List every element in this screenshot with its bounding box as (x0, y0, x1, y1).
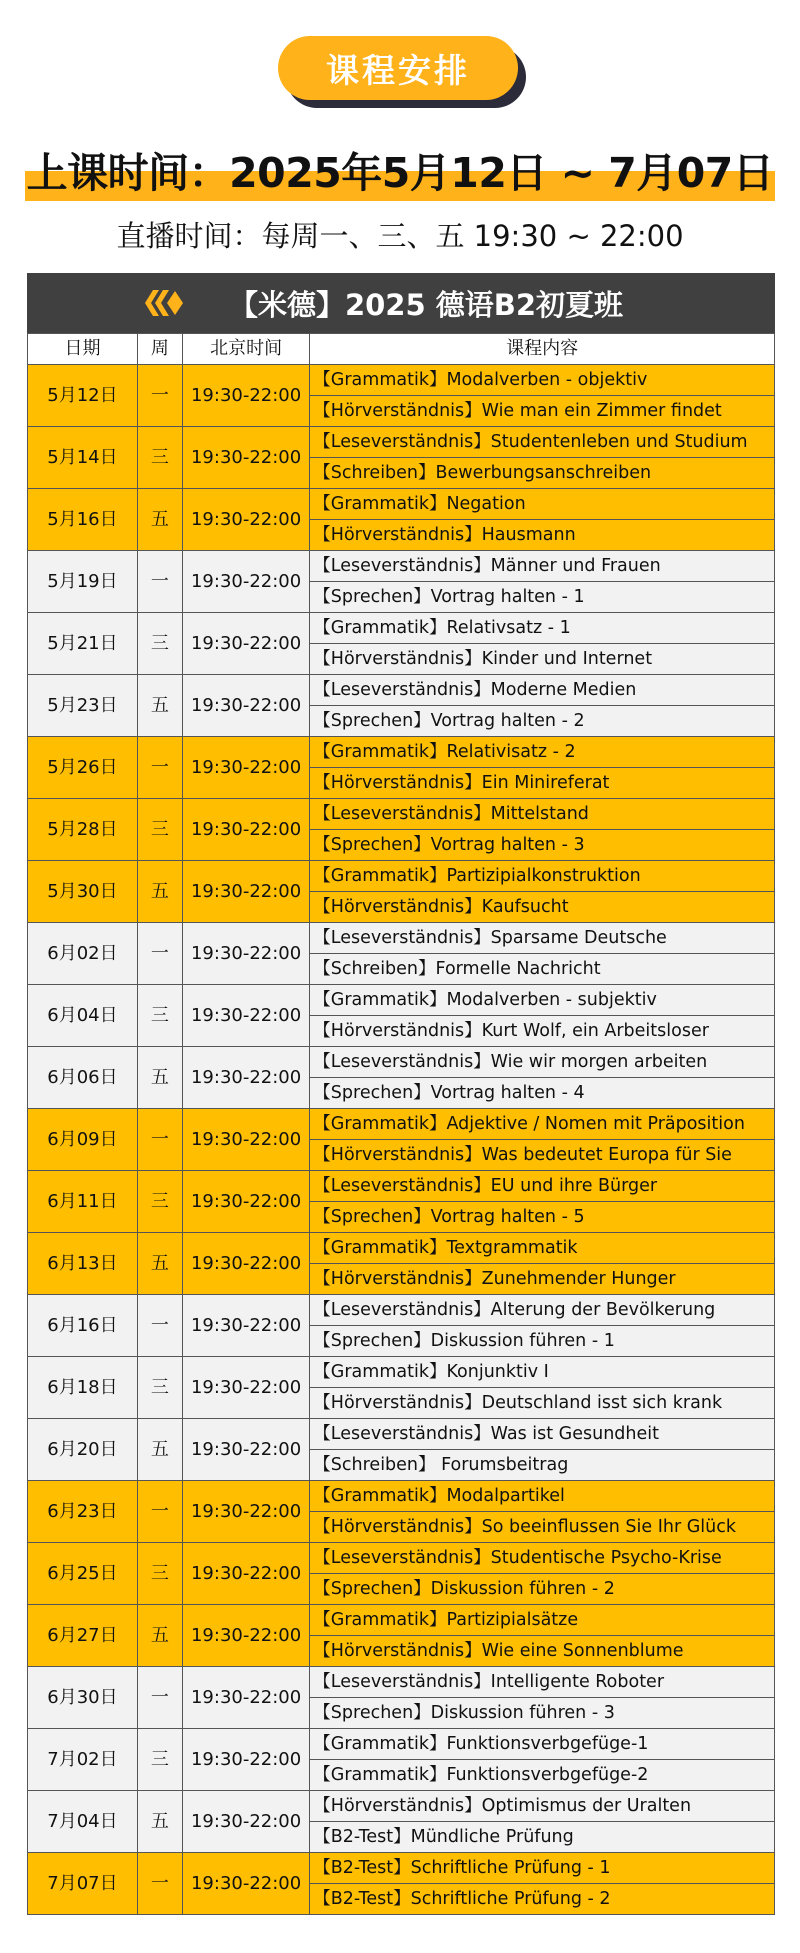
weekday-cell: 五 (137, 1419, 182, 1481)
lesson-cell: 【Hörverständnis】So beeinflussen Sie Ihr Glück (310, 1512, 775, 1543)
table-title-bar (27, 273, 775, 333)
column-header-date: 日期 (28, 334, 138, 365)
lesson-cell: 【Hörverständnis】Hausmann (310, 520, 775, 551)
date-cell: 5月12日 (28, 365, 138, 427)
table-row (28, 799, 775, 830)
lesson-cell: 【Hörverständnis】Kaufsucht (310, 892, 775, 923)
lesson-cell: 【Grammatik】Negation (310, 489, 775, 520)
table-row (28, 1357, 775, 1388)
time-cell: 19:30-22:00 (182, 1667, 309, 1729)
lesson-cell: 【Schreiben】 Forumsbeitrag (310, 1450, 775, 1481)
weekday-cell: 一 (137, 1667, 182, 1729)
lesson-cell: 【B2-Test】Mündliche Prüfung (310, 1822, 775, 1853)
weekday-cell: 五 (137, 1047, 182, 1109)
time-cell: 19:30-22:00 (182, 427, 309, 489)
table-title: 【米德】2025 德语B2初夏班 (228, 287, 624, 322)
lesson-cell: 【Hörverständnis】Zunehmender Hunger (310, 1264, 775, 1295)
lesson-cell: 【Hörverständnis】Kurt Wolf, ein Arbeitsloser (310, 1016, 775, 1047)
lesson-cell: 【Sprechen】Vortrag halten - 4 (310, 1078, 775, 1109)
lesson-cell: 【Sprechen】Diskussion führen - 2 (310, 1574, 775, 1605)
date-cell: 6月23日 (28, 1481, 138, 1543)
date-cell: 5月16日 (28, 489, 138, 551)
time-cell: 19:30-22:00 (182, 489, 309, 551)
weekday-cell: 一 (137, 923, 182, 985)
lesson-cell: 【Grammatik】Partizipialsätze (310, 1605, 775, 1636)
weekday-cell: 五 (137, 675, 182, 737)
time-cell: 19:30-22:00 (182, 1791, 309, 1853)
lesson-cell: 【Hörverständnis】Was bedeutet Europa für Sie (310, 1140, 775, 1171)
time-cell: 19:30-22:00 (182, 985, 309, 1047)
lesson-cell: 【B2-Test】Schriftliche Prüfung - 2 (310, 1884, 775, 1915)
lesson-cell: 【Leseverständnis】Intelligente Roboter (310, 1667, 775, 1698)
lesson-cell: 【Sprechen】Diskussion führen - 1 (310, 1326, 775, 1357)
table-row (28, 365, 775, 396)
time-cell: 19:30-22:00 (182, 923, 309, 985)
time-cell: 19:30-22:00 (182, 1853, 309, 1915)
weekday-cell: 三 (137, 1357, 182, 1419)
date-cell: 6月30日 (28, 1667, 138, 1729)
date-cell: 6月27日 (28, 1605, 138, 1667)
weekday-cell: 五 (137, 1605, 182, 1667)
weekday-cell: 五 (137, 1791, 182, 1853)
lesson-cell: 【Sprechen】Vortrag halten - 5 (310, 1202, 775, 1233)
table-row (28, 1419, 775, 1450)
table-row (28, 1729, 775, 1760)
table-row (28, 1605, 775, 1636)
weekday-cell: 三 (137, 1729, 182, 1791)
table-row (28, 1109, 775, 1140)
lesson-cell: 【Grammatik】Relativsatz - 1 (310, 613, 775, 644)
time-cell: 19:30-22:00 (182, 861, 309, 923)
lesson-cell: 【Sprechen】Vortrag halten - 2 (310, 706, 775, 737)
date-cell: 7月07日 (28, 1853, 138, 1915)
column-header-weekday: 周 (137, 334, 182, 365)
date-cell: 6月11日 (28, 1171, 138, 1233)
weekday-cell: 一 (137, 737, 182, 799)
weekday-cell: 五 (137, 861, 182, 923)
lesson-cell: 【Grammatik】Relativisatz - 2 (310, 737, 775, 768)
lesson-cell: 【Sprechen】Vortrag halten - 3 (310, 830, 775, 861)
time-cell: 19:30-22:00 (182, 1543, 309, 1605)
date-cell: 6月25日 (28, 1543, 138, 1605)
weekday-cell: 一 (137, 1295, 182, 1357)
time-cell: 19:30-22:00 (182, 1729, 309, 1791)
table-row (28, 1853, 775, 1884)
schedule-table-container (27, 273, 775, 1915)
weekday-cell: 五 (137, 1233, 182, 1295)
lesson-cell: 【Leseverständnis】Männer und Frauen (310, 551, 775, 582)
time-cell: 19:30-22:00 (182, 1605, 309, 1667)
time-cell: 19:30-22:00 (182, 1109, 309, 1171)
table-row (28, 1481, 775, 1512)
lesson-cell: 【Leseverständnis】Alterung der Bevölkerung (310, 1295, 775, 1326)
lesson-cell: 【Leseverständnis】Wie wir morgen arbeiten (310, 1047, 775, 1078)
lesson-cell: 【Schreiben】Formelle Nachricht (310, 954, 775, 985)
date-cell: 5月23日 (28, 675, 138, 737)
brand-logo-icon (139, 288, 183, 318)
section-header-pill (278, 36, 528, 108)
lesson-cell: 【Sprechen】Diskussion führen - 3 (310, 1698, 775, 1729)
live-time-subheading: 直播时间：每周一、三、五 19:30 ~ 22:00 (116, 219, 684, 253)
table-row (28, 675, 775, 706)
lesson-cell: 【Leseverständnis】Was ist Gesundheit (310, 1419, 775, 1450)
lesson-cell: 【Hörverständnis】Wie man ein Zimmer findet (310, 396, 775, 427)
lesson-cell: 【Hörverständnis】Deutschland isst sich krank (310, 1388, 775, 1419)
lesson-cell: 【B2-Test】Schriftliche Prüfung - 1 (310, 1853, 775, 1884)
table-row (28, 1047, 775, 1078)
date-cell: 6月18日 (28, 1357, 138, 1419)
date-cell: 6月16日 (28, 1295, 138, 1357)
date-cell: 5月21日 (28, 613, 138, 675)
weekday-cell: 三 (137, 613, 182, 675)
lesson-cell: 【Grammatik】Textgrammatik (310, 1233, 775, 1264)
time-cell: 19:30-22:00 (182, 1295, 309, 1357)
table-row (28, 551, 775, 582)
date-cell: 6月13日 (28, 1233, 138, 1295)
table-header-row (28, 334, 775, 365)
lesson-cell: 【Grammatik】Funktionsverbgefüge-1 (310, 1729, 775, 1760)
date-cell: 5月19日 (28, 551, 138, 613)
date-cell: 7月04日 (28, 1791, 138, 1853)
date-cell: 5月30日 (28, 861, 138, 923)
time-cell: 19:30-22:00 (182, 1481, 309, 1543)
weekday-cell: 一 (137, 365, 182, 427)
time-cell: 19:30-22:00 (182, 551, 309, 613)
time-cell: 19:30-22:00 (182, 1419, 309, 1481)
weekday-cell: 三 (137, 985, 182, 1047)
table-row (28, 613, 775, 644)
lesson-cell: 【Grammatik】Modalverben - objektiv (310, 365, 775, 396)
schedule-table (27, 333, 775, 1915)
table-row (28, 861, 775, 892)
lesson-cell: 【Grammatik】Modalpartikel (310, 1481, 775, 1512)
table-row (28, 1543, 775, 1574)
weekday-cell: 一 (137, 1109, 182, 1171)
date-cell: 5月14日 (28, 427, 138, 489)
lesson-cell: 【Grammatik】Partizipialkonstruktion (310, 861, 775, 892)
table-row (28, 1791, 775, 1822)
time-cell: 19:30-22:00 (182, 799, 309, 861)
table-row (28, 1667, 775, 1698)
lesson-cell: 【Grammatik】Funktionsverbgefüge-2 (310, 1760, 775, 1791)
table-body (28, 365, 775, 1915)
date-cell: 6月20日 (28, 1419, 138, 1481)
column-header-content: 课程内容 (310, 334, 775, 365)
time-cell: 19:30-22:00 (182, 365, 309, 427)
weekday-cell: 一 (137, 551, 182, 613)
time-cell: 19:30-22:00 (182, 675, 309, 737)
table-row (28, 985, 775, 1016)
weekday-cell: 一 (137, 1853, 182, 1915)
time-cell: 19:30-22:00 (182, 1171, 309, 1233)
lesson-cell: 【Leseverständnis】EU und ihre Bürger (310, 1171, 775, 1202)
lesson-cell: 【Grammatik】Modalverben - subjektiv (310, 985, 775, 1016)
date-cell: 5月26日 (28, 737, 138, 799)
lesson-cell: 【Leseverständnis】Moderne Medien (310, 675, 775, 706)
time-cell: 19:30-22:00 (182, 1357, 309, 1419)
date-cell: 6月09日 (28, 1109, 138, 1171)
time-cell: 19:30-22:00 (182, 1233, 309, 1295)
weekday-cell: 三 (137, 1171, 182, 1233)
lesson-cell: 【Hörverständnis】Kinder und Internet (310, 644, 775, 675)
class-time-heading: 上课时间：2025年5月12日 ~ 7月07日 (26, 149, 774, 197)
weekday-cell: 五 (137, 489, 182, 551)
weekday-cell: 三 (137, 799, 182, 861)
lesson-cell: 【Hörverständnis】Optimismus der Uralten (310, 1791, 775, 1822)
table-row (28, 1233, 775, 1264)
date-cell: 7月02日 (28, 1729, 138, 1791)
table-row (28, 923, 775, 954)
time-cell: 19:30-22:00 (182, 613, 309, 675)
lesson-cell: 【Hörverständnis】Wie eine Sonnenblume (310, 1636, 775, 1667)
date-cell: 6月02日 (28, 923, 138, 985)
schedule-label: 课程安排 (278, 36, 518, 100)
lesson-cell: 【Leseverständnis】Sparsame Deutsche (310, 923, 775, 954)
table-row (28, 489, 775, 520)
weekday-cell: 三 (137, 1543, 182, 1605)
lesson-cell: 【Sprechen】Vortrag halten - 1 (310, 582, 775, 613)
table-row (28, 737, 775, 768)
column-header-time: 北京时间 (182, 334, 309, 365)
time-cell: 19:30-22:00 (182, 737, 309, 799)
lesson-cell: 【Grammatik】Adjektive / Nomen mit Präposition (310, 1109, 775, 1140)
date-cell: 5月28日 (28, 799, 138, 861)
date-cell: 6月04日 (28, 985, 138, 1047)
lesson-cell: 【Leseverständnis】Studentische Psycho-Krise (310, 1543, 775, 1574)
lesson-cell: 【Hörverständnis】Ein Minireferat (310, 768, 775, 799)
table-row (28, 1295, 775, 1326)
lesson-cell: 【Grammatik】Konjunktiv I (310, 1357, 775, 1388)
lesson-cell: 【Schreiben】Bewerbungsanschreiben (310, 458, 775, 489)
weekday-cell: 三 (137, 427, 182, 489)
time-cell: 19:30-22:00 (182, 1047, 309, 1109)
table-row (28, 427, 775, 458)
weekday-cell: 一 (137, 1481, 182, 1543)
lesson-cell: 【Leseverständnis】Mittelstand (310, 799, 775, 830)
table-row (28, 1171, 775, 1202)
lesson-cell: 【Leseverständnis】Studentenleben und Studium (310, 427, 775, 458)
date-cell: 6月06日 (28, 1047, 138, 1109)
